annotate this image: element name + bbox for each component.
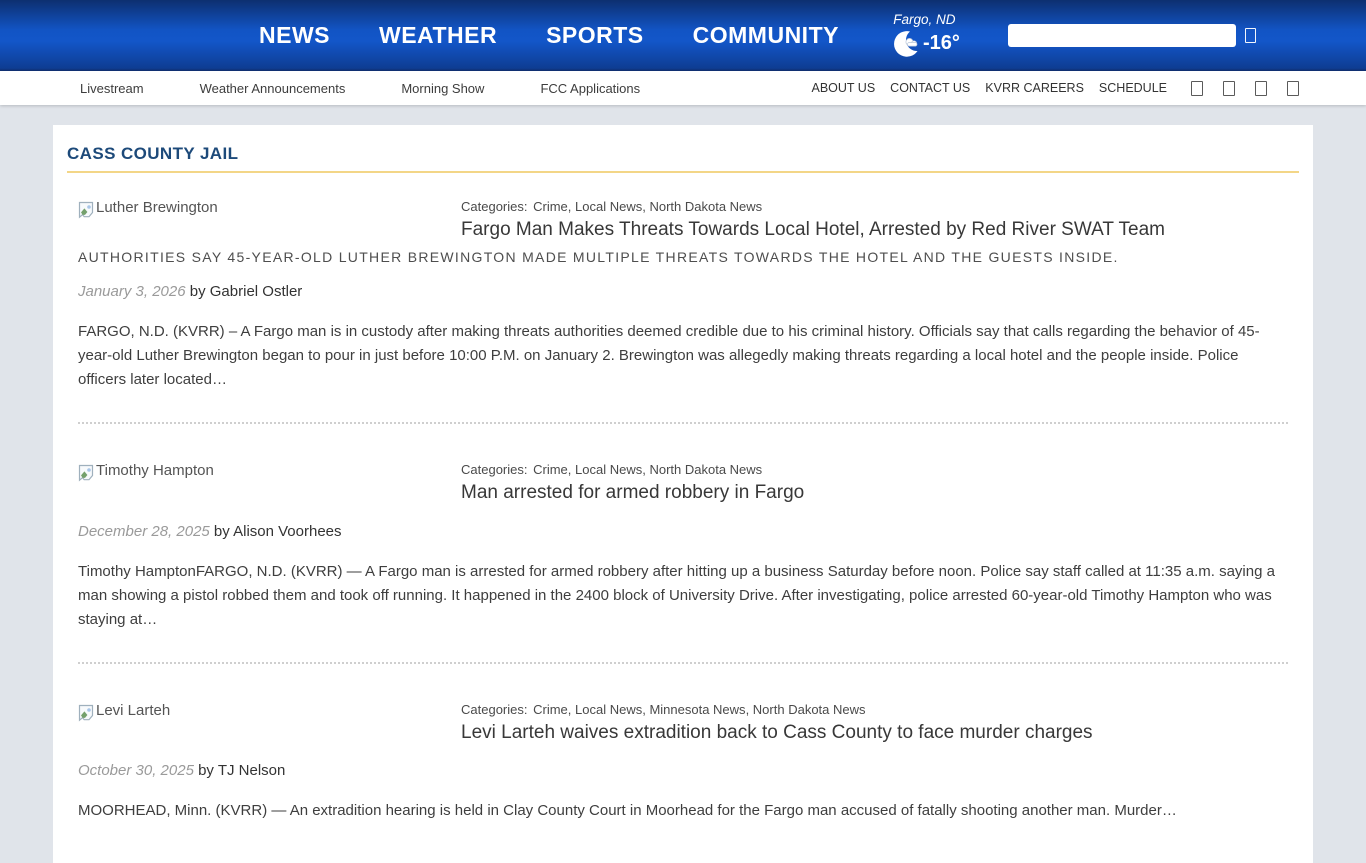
article-date: October 30, 2025 xyxy=(78,762,194,780)
subnav-weather-announcements[interactable]: Weather Announcements xyxy=(199,80,346,96)
article-excerpt: FARGO, N.D. (KVRR) – A Fargo man is in custody after making threats authorities deemed credible due to his criminal history. Officials say that calls regarding the behavior of 45-year-old Luther Brewington began to pour in just before 10:00 P.M. on January 2. Brewington was allegedly making threats regarding a local hotel and the people inside. Police officers later located… xyxy=(78,322,1260,388)
broken-image-icon xyxy=(78,704,94,722)
article-excerpt: Timothy HamptonFARGO, N.D. (KVRR) — A Fargo man is arrested for armed robbery after hitting up a business Saturday before noon. Police say staff called at 11:35 a.m. saying a man showing a pistol robbed them and took off running. It happened in the 2400 block of University Drive. After investigating, police arrested 60-year-old Timothy Hampton who was staying at… xyxy=(78,562,1275,628)
category-link[interactable]: Crime xyxy=(533,199,568,214)
article-title[interactable]: Man arrested for armed robbery in Fargo xyxy=(461,481,805,503)
main-nav xyxy=(259,22,839,49)
content-card xyxy=(53,125,1313,863)
article-image-link[interactable] xyxy=(78,702,461,745)
subnav-schedule[interactable]: SCHEDULE xyxy=(1098,81,1167,95)
article-meta xyxy=(78,523,1288,540)
page-body xyxy=(0,105,1366,863)
subnav-contact-us[interactable]: CONTACT US xyxy=(890,81,971,95)
nav-community[interactable]: COMMUNITY xyxy=(692,22,839,48)
subnav-about-us[interactable]: ABOUT US xyxy=(811,81,876,95)
article-author: by Alison Voorhees xyxy=(213,522,342,540)
category-link[interactable]: , Minnesota News xyxy=(642,702,745,717)
subnav-livestream[interactable]: Livestream xyxy=(80,80,144,96)
title-divider xyxy=(67,171,1299,173)
article-3 xyxy=(78,702,1288,824)
category-link[interactable]: Crime xyxy=(533,461,568,477)
search-area xyxy=(1008,24,1256,47)
article-divider xyxy=(78,662,1288,664)
page-title: CASS COUNTY JAIL xyxy=(67,144,239,163)
category-link[interactable]: , Local News xyxy=(568,199,642,214)
article-image-link[interactable] xyxy=(78,462,461,505)
weather-widget[interactable] xyxy=(889,12,960,60)
secondary-nav xyxy=(0,71,1366,105)
article-image-alt: Luther Brewington xyxy=(96,199,218,216)
categories-label: Categories: xyxy=(461,701,528,717)
search-button[interactable] xyxy=(1245,28,1256,43)
weather-location: Fargo, ND xyxy=(893,11,956,27)
article-title[interactable]: Fargo Man Makes Threats Towards Local Hotel, Arrested by Red River SWAT Team xyxy=(461,219,1165,240)
article-title[interactable]: Levi Larteh waives extradition back to Cass County to face murder charges xyxy=(461,721,1093,743)
article-image-alt: Levi Larteh xyxy=(96,701,171,719)
article-2 xyxy=(78,462,1288,632)
site-logo-area[interactable] xyxy=(0,0,259,71)
article-categories xyxy=(461,462,1288,477)
secondary-nav-left xyxy=(80,81,640,96)
article-divider xyxy=(78,422,1288,424)
article-meta xyxy=(78,283,1288,300)
site-header xyxy=(0,0,1366,71)
category-link[interactable]: Crime xyxy=(533,701,568,717)
social-icon-placeholder-2[interactable] xyxy=(1223,81,1235,96)
category-link[interactable]: , Local News xyxy=(568,702,642,717)
article-excerpt: MOORHEAD, Minn. (KVRR) — An extradition hearing is held in Clay County Court in Moorhead for the Fargo man accused of fatally shooting another man. Murder… xyxy=(78,802,1177,820)
secondary-nav-right xyxy=(812,81,1300,96)
social-icon-placeholder-3[interactable] xyxy=(1255,81,1267,96)
category-link[interactable]: , North Dakota News xyxy=(746,702,866,717)
article-list xyxy=(67,199,1299,823)
social-icon-placeholder-4[interactable] xyxy=(1287,81,1299,96)
subnav-kvrr-careers[interactable]: KVRR CAREERS xyxy=(985,81,1084,95)
article-date: January 3, 2026 xyxy=(78,282,186,300)
article-author: by TJ Nelson xyxy=(198,762,286,780)
article-categories xyxy=(461,702,1288,717)
category-link[interactable]: , Local News xyxy=(568,462,642,477)
search-icon xyxy=(1245,28,1256,43)
moon-cloud-icon xyxy=(889,28,919,60)
article-author: by Gabriel Ostler xyxy=(189,282,303,300)
article-meta xyxy=(78,762,1288,779)
article-date: December 28, 2025 xyxy=(78,522,210,540)
category-link[interactable]: , North Dakota News xyxy=(642,462,762,477)
article-subtitle: AUTHORITIES SAY 45-YEAR-OLD LUTHER BREWINGTON MADE MULTIPLE THREATS TOWARDS THE HOTEL AND THE GUESTS INSIDE. xyxy=(78,248,1119,265)
social-icon-placeholder-1[interactable] xyxy=(1191,81,1203,96)
broken-image-icon xyxy=(78,464,94,482)
category-link[interactable]: , North Dakota News xyxy=(642,199,762,214)
article-1 xyxy=(78,199,1288,392)
search-input[interactable] xyxy=(1008,24,1236,47)
article-categories xyxy=(461,199,1288,214)
nav-sports[interactable]: SPORTS xyxy=(546,22,644,48)
nav-news[interactable]: NEWS xyxy=(259,22,330,48)
broken-image-icon xyxy=(78,201,94,219)
categories-label: Categories: xyxy=(461,199,528,214)
weather-temperature: -16° xyxy=(922,32,960,54)
article-image-alt: Timothy Hampton xyxy=(96,461,214,479)
subnav-fcc-applications[interactable]: FCC Applications xyxy=(540,80,641,96)
categories-label: Categories: xyxy=(461,461,528,477)
subnav-morning-show[interactable]: Morning Show xyxy=(401,80,485,96)
article-image-link[interactable] xyxy=(78,199,461,242)
nav-weather[interactable]: WEATHER xyxy=(379,22,498,48)
